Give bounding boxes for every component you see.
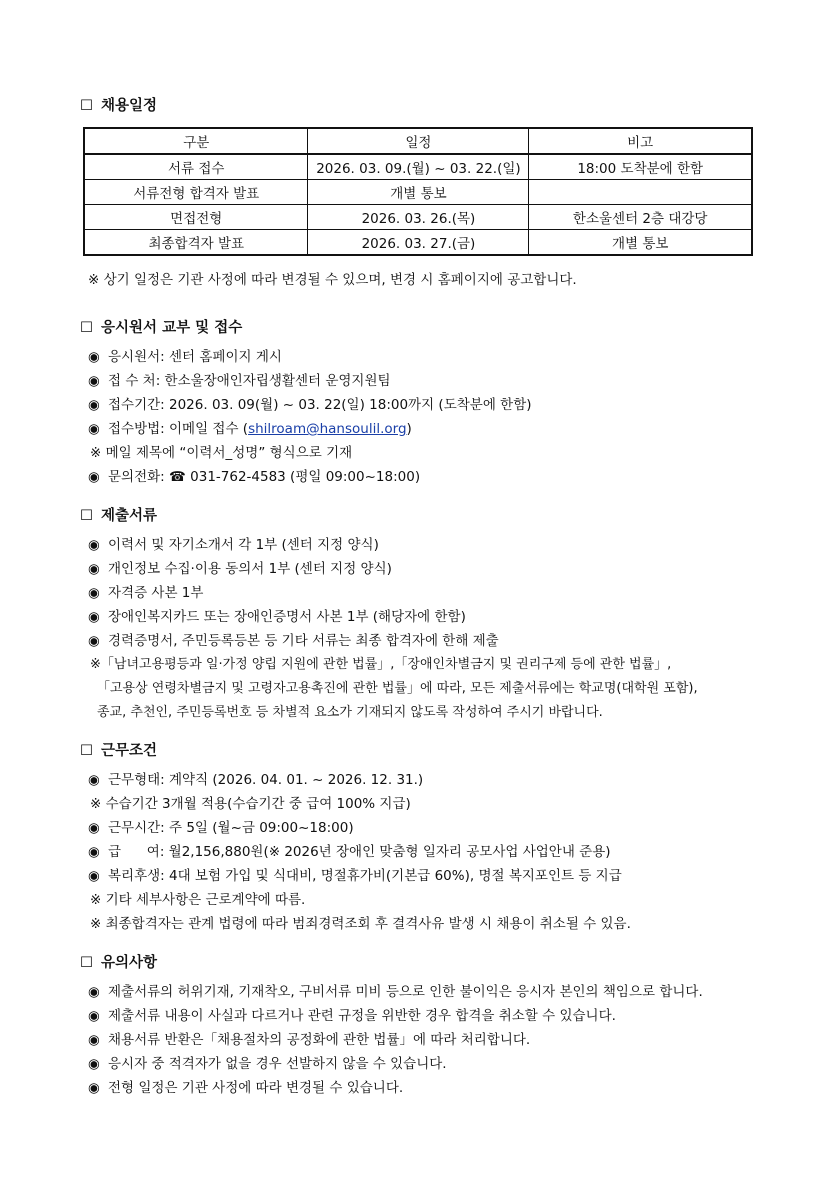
list-item [80,1028,760,1052]
table-cell: 한소울센터 2층 대강당 [529,205,752,230]
conditions-heading [80,740,760,762]
checkbox-square-icon: ☐ [80,743,93,759]
table-cell: 서류전형 합격자 발표 [84,180,308,205]
application-title: 응시원서 교부 및 접수 [101,320,243,336]
schedule-title: 채용일정 [101,98,158,114]
bullet-icon: ◉ [88,421,100,437]
list-item-text: 응시자 중 적격자가 없을 경우 선발하지 않을 수 있습니다. [108,1056,447,1072]
list-item-text: 복리후생: 4대 보험 가입 및 식대비, 명절휴가비(기본급 60%), 명절 복지포인트 등 지급 [108,868,622,884]
bullet-icon: ◉ [88,772,100,788]
table-cell: 개별 통보 [308,180,529,205]
list-item-text: 제출서류 내용이 사실과 다르거나 관련 규정을 위반한 경우 합격을 취소할 수 있습니다. [108,1008,616,1024]
table-header-cell: 일정 [308,128,529,154]
checkbox-square-icon: ☐ [80,508,93,524]
bullet-icon: ◉ [88,609,100,625]
email-link[interactable]: shilroam@hansoulil.org [248,421,407,437]
table-cell: 2026. 03. 09.(월) ~ 03. 22.(일) [308,154,529,180]
list-item-text: 개인정보 수집·이용 동의서 1부 (센터 지정 양식) [108,561,392,577]
list-item [80,369,760,393]
conditions-title: 근무조건 [101,743,158,759]
table-cell: 2026. 03. 27.(금) [308,230,529,256]
checkbox-square-icon: ☐ [80,320,93,336]
list-item-text: 제출서류의 허위기재, 기재착오, 구비서류 미비 등으로 인한 불이익은 응시자 본인의 책임으로 합니다. [108,984,703,1000]
list-item-text: 접수기간: 2026. 03. 09(월) ~ 03. 22(일) 18:00까지 (도착분에 한함) [108,397,532,413]
list-item-text: 전형 일정은 기관 사정에 따라 변경될 수 있습니다. [108,1080,404,1096]
bullet-icon: ◉ [88,868,100,884]
conditions-note: ※ 기타 세부사항은 근로계약에 따름. [90,892,306,908]
bullet-icon: ◉ [88,1032,100,1048]
list-item-text: 자격증 사본 1부 [108,585,204,601]
table-cell: 개별 통보 [529,230,752,256]
list-item-text: 급 여: 월2,156,880원(※ 2026년 장애인 맞춤형 일자리 공모사업 사업안내 준용) [108,844,611,860]
schedule-section [80,95,760,117]
table-cell [529,180,752,205]
list-item [80,1076,760,1100]
schedule-table [83,127,753,256]
list-item [80,980,760,1004]
list-item-text: 031-762-4583 (평일 09:00~18:00) [185,469,421,485]
notices-section [80,952,760,1100]
bullet-icon: ◉ [88,537,100,553]
bullet-icon: ◉ [88,1008,100,1024]
list-item [80,1052,760,1076]
list-item-text: 이력서 및 자기소개서 각 1부 (센터 지정 양식) [108,537,379,553]
documents-note-line: ※「남녀고용평등과 일·가정 양립 지원에 관한 법률」,「장애인차별금지 및 권리구제 등에 관한 법률」, [90,657,672,672]
documents-heading [80,505,760,527]
list-item [80,581,760,605]
table-cell: 면접전형 [84,205,308,230]
table-header-row [84,128,752,154]
table-row [84,205,752,230]
bullet-icon: ◉ [88,984,100,1000]
list-item [80,864,760,888]
notices-title: 유의사항 [101,955,158,971]
bullet-icon: ◉ [88,844,100,860]
list-item-text: 접 수 처: 한소울장애인자립생활센터 운영지원팀 [108,373,391,389]
bullet-icon: ◉ [88,397,100,413]
list-item-text: 근무형태: 계약직 (2026. 04. 01. ~ 2026. 12. 31.) [108,772,424,788]
list-item [80,629,760,653]
checkbox-square-icon: ☐ [80,98,93,114]
bullet-icon: ◉ [88,349,100,365]
conditions-note: ※ 최종합격자는 관계 법령에 따라 범죄경력조회 후 결격사유 발생 시 채용이 취소될 수 있음. [90,916,631,932]
bullet-icon: ◉ [88,1056,100,1072]
list-item [80,1004,760,1028]
bullet-icon: ◉ [88,373,100,389]
schedule-heading [80,95,760,117]
conditions-section [80,740,760,936]
table-header-cell: 구분 [84,128,308,154]
table-row [84,154,752,180]
list-item [80,605,760,629]
documents-note-line: 「고용상 연령차별금지 및 고령자고용촉진에 관한 법률」에 따라, 모든 제출서류에는 학교명(대학원 포함), [97,681,698,696]
application-heading [80,317,760,339]
table-cell: 2026. 03. 26.(목) [308,205,529,230]
application-section [80,317,760,489]
table-cell: 서류 접수 [84,154,308,180]
phone-icon: ☎ [169,469,186,485]
conditions-note: ※ 수습기간 3개월 적용(수습기간 중 급여 100% 지급) [90,796,411,812]
table-cell: 최종합격자 발표 [84,230,308,256]
bullet-icon: ◉ [88,469,100,485]
list-item [80,840,760,864]
list-item-text: 경력증명서, 주민등록등본 등 기타 서류는 최종 합격자에 한해 제출 [108,633,499,649]
list-item-text: 장애인복지카드 또는 장애인증명서 사본 1부 (해당자에 한함) [108,609,466,625]
list-item-text: 응시원서: 센터 홈페이지 게시 [108,349,282,365]
table-cell: 18:00 도착분에 한함 [529,154,752,180]
notices-heading [80,952,760,974]
list-item-text: 접수방법: 이메일 접수 ( [108,421,249,437]
list-item [80,345,760,369]
table-row [84,180,752,205]
bullet-icon: ◉ [88,633,100,649]
documents-note-line: 종교, 추천인, 주민등록번호 등 차별적 요소가 기재되지 않도록 작성하여 주시기 바랍니다. [97,705,603,720]
bullet-icon: ◉ [88,585,100,601]
list-item [80,816,760,840]
documents-title: 제출서류 [101,508,158,524]
table-row [84,230,752,256]
list-item [80,417,760,441]
list-item-text: 문의전화: [108,469,170,485]
checkbox-square-icon: ☐ [80,955,93,971]
list-item [80,557,760,581]
list-item [80,465,760,489]
list-item-text: 근무시간: 주 5일 (월~금 09:00~18:00) [108,820,354,836]
documents-section [80,505,760,725]
list-item-text: 채용서류 반환은「채용절차의 공정화에 관한 법률」에 따라 처리합니다. [108,1032,531,1048]
bullet-icon: ◉ [88,1080,100,1096]
list-item [80,768,760,792]
bullet-icon: ◉ [88,561,100,577]
list-item [80,533,760,557]
list-item [80,393,760,417]
schedule-note: ※ 상기 일정은 기관 사정에 따라 변경될 수 있으며, 변경 시 홈페이지에 공고합니다. [88,272,577,288]
table-header-cell: 비고 [529,128,752,154]
application-note: ※ 메일 제목에 “이력서_성명” 형식으로 기재 [90,445,353,461]
list-item-text: ) [406,421,412,437]
bullet-icon: ◉ [88,820,100,836]
